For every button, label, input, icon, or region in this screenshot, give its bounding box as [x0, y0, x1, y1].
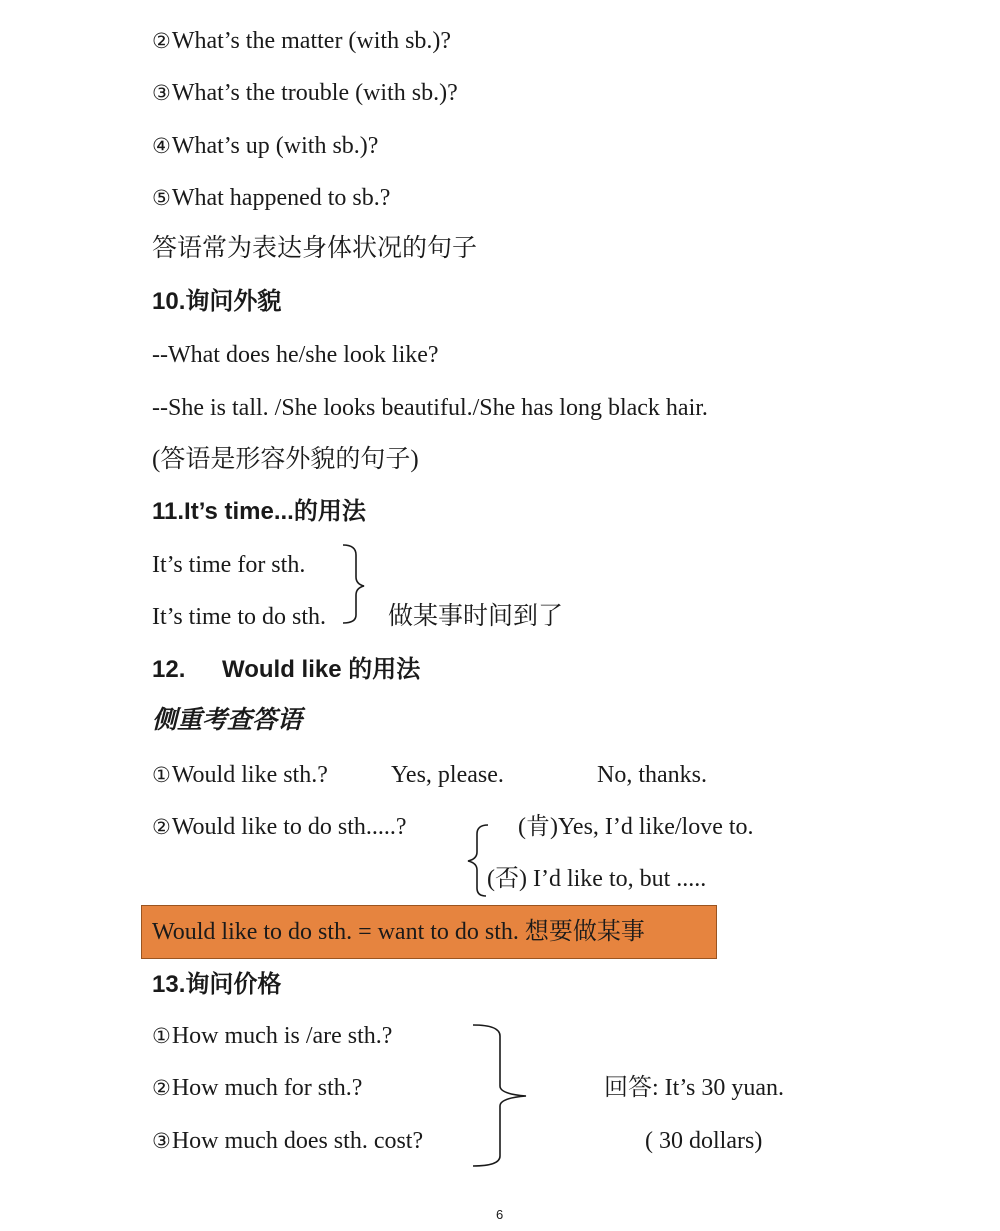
circled-number: ①: [152, 763, 171, 787]
circled-number: ③: [152, 81, 171, 105]
usage-line: It’s time for sth.: [152, 552, 306, 578]
question-line: [152, 763, 328, 787]
positive-answer: (肯)Yes, I’d like/love to.: [518, 814, 754, 840]
circled-number: ③: [152, 1129, 171, 1153]
question-text: Would like sth.?: [171, 762, 328, 788]
question-text: What’s the matter (with sb.)?: [171, 28, 452, 54]
question-text: What happened to sb.?: [171, 185, 391, 211]
answer-text: --She is tall. /She looks beautiful./She has long black hair.: [152, 395, 708, 421]
question-line: [152, 29, 451, 53]
answer-note: 答语常为表达身体状况的句子: [152, 235, 478, 262]
question-text: How much is /are sth.?: [171, 1023, 393, 1049]
section-heading-13: 13.询问价格: [152, 971, 282, 998]
negative-answer: (否) I’d like to, but .....: [487, 866, 707, 892]
circled-number: ②: [152, 29, 171, 53]
usage-line: It’s time to do sth.: [152, 604, 326, 630]
price-answer: 回答: It’s 30 yuan.: [604, 1075, 784, 1101]
subheading: 侧重考查答语: [152, 707, 303, 734]
answer-note: (答语是形容外貌的句子): [152, 446, 419, 473]
question-line: [152, 1129, 423, 1153]
positive-answer: Yes, please.: [391, 762, 504, 788]
circled-number: ②: [152, 815, 171, 839]
page-number: 6: [496, 1207, 504, 1222]
circled-number: ④: [152, 134, 171, 158]
question-line: [152, 1076, 362, 1100]
question-line: [152, 186, 390, 210]
question-line: [152, 134, 378, 158]
highlight-text: Would like to do sth. = want to do sth. 想要做某事: [152, 919, 645, 945]
section-heading-10: 10.询问外貌: [152, 288, 282, 315]
question-text: What’s the trouble (with sb.)?: [171, 80, 458, 106]
section-heading-11: 11.It’s time...的用法: [152, 498, 366, 525]
meaning-text: 做某事时间到了: [388, 603, 564, 630]
price-answer-alt: ( 30 dollars): [645, 1128, 763, 1154]
right-brace: [340, 543, 380, 625]
question-text: How much for sth.?: [171, 1075, 363, 1101]
question-line: [152, 815, 407, 839]
right-brace: [470, 1022, 534, 1170]
negative-answer: No, thanks.: [597, 762, 707, 788]
circled-number: ①: [152, 1024, 171, 1048]
circled-number: ②: [152, 1076, 171, 1100]
section-heading-12: Would like 的用法: [222, 656, 421, 683]
question-text: Would like to do sth.....?: [171, 814, 407, 840]
question-text: How much does sth. cost?: [171, 1128, 424, 1154]
circled-number: ⑤: [152, 186, 171, 210]
question-line: [152, 81, 458, 105]
highlight-box: [141, 905, 717, 959]
question-line: [152, 1024, 392, 1048]
question-text: --What does he/she look like?: [152, 342, 439, 368]
section-heading-12-number: 12.: [152, 656, 186, 683]
question-text: What’s up (with sb.)?: [171, 133, 379, 159]
